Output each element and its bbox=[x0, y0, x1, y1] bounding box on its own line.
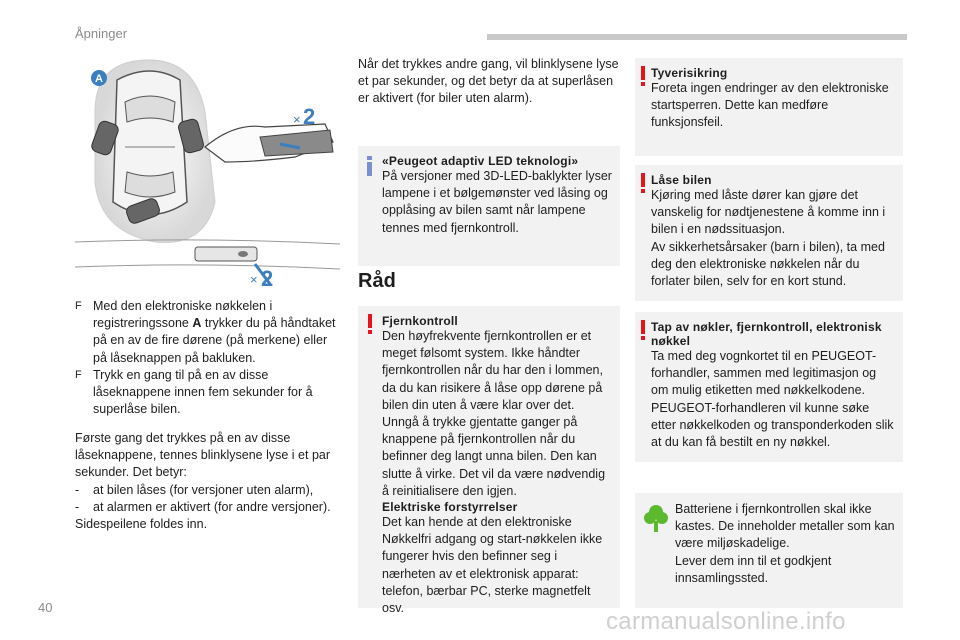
times-icon-bottom: × bbox=[250, 272, 258, 287]
remote-body-2: Unngå å trykke gjentatte ganger på knappene på fjernkontrollen når du befinner deg langt unna bilen. Den kan slutte å virke. Det vil da være nødvendig å reinitialisere den igjen. bbox=[382, 415, 606, 498]
zone-label-a-text: A bbox=[95, 73, 103, 85]
bullet-text-cont: trykker du på håndtaket på en av de fire dørene (på merkene) eller på låseknappen på bakluken. bbox=[93, 316, 336, 365]
bullet-mark: F bbox=[75, 368, 82, 381]
section-header-title: Åpninger bbox=[75, 26, 128, 41]
remote-title: Fjernkontroll bbox=[382, 314, 458, 328]
info-box-title: «Peugeot adaptiv LED teknologi» bbox=[382, 154, 579, 168]
lost-keys-body: Ta med deg vognkortet til en PEUGEOT-forhandler, sammen med legitimasjon og om mulig etiketten med nøkkelkodene. PEUGEOT-forhandleren vil kunne søke etter nøkkelkoden og transponderkoden slik at du kan få bestilt en ny nøkkel. bbox=[651, 349, 894, 450]
bullet-item-2 bbox=[75, 367, 343, 419]
page-number: 40 bbox=[38, 600, 53, 615]
batteries-body-1: Batteriene i fjernkontrollen skal ikke kastes. De inneholder metaller som kan være miljøskadelige. bbox=[675, 502, 895, 551]
mirrors-fold-text: Sidespeilene foldes inn. bbox=[75, 517, 208, 532]
warning-box-remote bbox=[358, 306, 620, 616]
section-heading-advice: Råd bbox=[358, 270, 396, 292]
warning-icon bbox=[639, 173, 649, 195]
bullet-mark: F bbox=[75, 300, 82, 312]
interference-body: Det kan hende at den elektroniske Nøkkelfri adgang og start-nøkkelen ikke fungerer hvis den befinner seg i nærheten av et elektronisk apparat: telefon, bærbar PC, sterke magnetfelt osv. bbox=[382, 515, 603, 616]
watermark-text: carmanualsonline.info bbox=[606, 608, 846, 635]
anti-theft-title: Tyverisikring bbox=[651, 66, 728, 80]
info-box-led bbox=[358, 146, 620, 266]
warning-icon bbox=[639, 320, 649, 342]
locking-body-1: Kjøring med låste dører kan gjøre det vanskelig for nødtjenestene å komme inn i bilen i en nødssituasjon. bbox=[651, 188, 886, 237]
info-box-body: På versjoner med 3D-LED-baklykter lyser lampene i et bølgemønster ved låsing og opplåsing av bilen samt når lampene tennes med fjernkontroll. bbox=[382, 169, 612, 235]
warning-box-lost-keys bbox=[635, 312, 903, 462]
warning-box-locking bbox=[635, 165, 903, 301]
warning-icon bbox=[639, 66, 649, 88]
recycle-tree-icon bbox=[643, 503, 669, 533]
tailgate-strip bbox=[75, 240, 340, 244]
bullet-text: Trykk en gang til på en av disse låseknappene innen fem sekunder for å superlåse bilen. bbox=[93, 367, 313, 417]
dash-item-2: - at alarmen er aktivert (for andre versjoner). bbox=[75, 499, 331, 514]
header-rule bbox=[487, 34, 907, 40]
second-press-paragraph: Når det trykkes andre gang, vil blinklysene lyse et par sekunder, og det betyr da at superlåsen er aktivert (for biler uten alarm). bbox=[358, 57, 619, 106]
remote-body-1: Den høyfrekvente fjernkontrollen er et meget følsomt system. Ikke håndter fjernkontrollen når du har den i lommen, da du kan risikere å låse opp dørene på bilen din uten å være klar over det. bbox=[382, 329, 603, 412]
eco-box-batteries bbox=[635, 493, 903, 608]
warning-icon bbox=[366, 314, 376, 336]
car-locking-illustration bbox=[75, 52, 340, 287]
batteries-body-2: Lever dem inn til et godkjent innsamlingssted. bbox=[675, 553, 832, 585]
locking-body-2: Av sikkerhetsårsaker (barn i bilen), ta med deg den elektroniske nøkkelen når du forlater bilen, selv for en kort stund. bbox=[651, 239, 885, 289]
info-icon bbox=[366, 156, 374, 176]
bullet-item-1 bbox=[75, 298, 343, 367]
times-icon-top: × bbox=[293, 112, 301, 127]
bullet-text: Med den elektroniske nøkkelen i registreringssone bbox=[93, 299, 273, 331]
lost-keys-title: Tap av nøkler, fjernkontroll, elektronisk nøkkel bbox=[651, 320, 882, 348]
interference-title: Elektriske forstyrrelser bbox=[382, 500, 518, 515]
locking-title: Låse bilen bbox=[651, 173, 712, 187]
multiplier-bottom: 2 bbox=[261, 266, 274, 287]
dash-item-1: - at bilen låses (for versjoner uten alarm), bbox=[75, 482, 314, 497]
multiplier-top: 2 bbox=[303, 104, 316, 129]
first-press-intro: Første gang det trykkes på en av disse låseknappene, tennes blinklysene lyse i et par sekunder. Det betyr: bbox=[75, 431, 331, 480]
bullet-zone-ref: A bbox=[192, 316, 202, 331]
anti-theft-body: Foreta ingen endringer av den elektroniske startsperren. Dette kan medføre funksjonsfeil. bbox=[651, 81, 889, 130]
instruction-bullets bbox=[75, 298, 343, 418]
warning-box-anti-theft bbox=[635, 58, 903, 156]
first-press-paragraph bbox=[75, 430, 347, 533]
